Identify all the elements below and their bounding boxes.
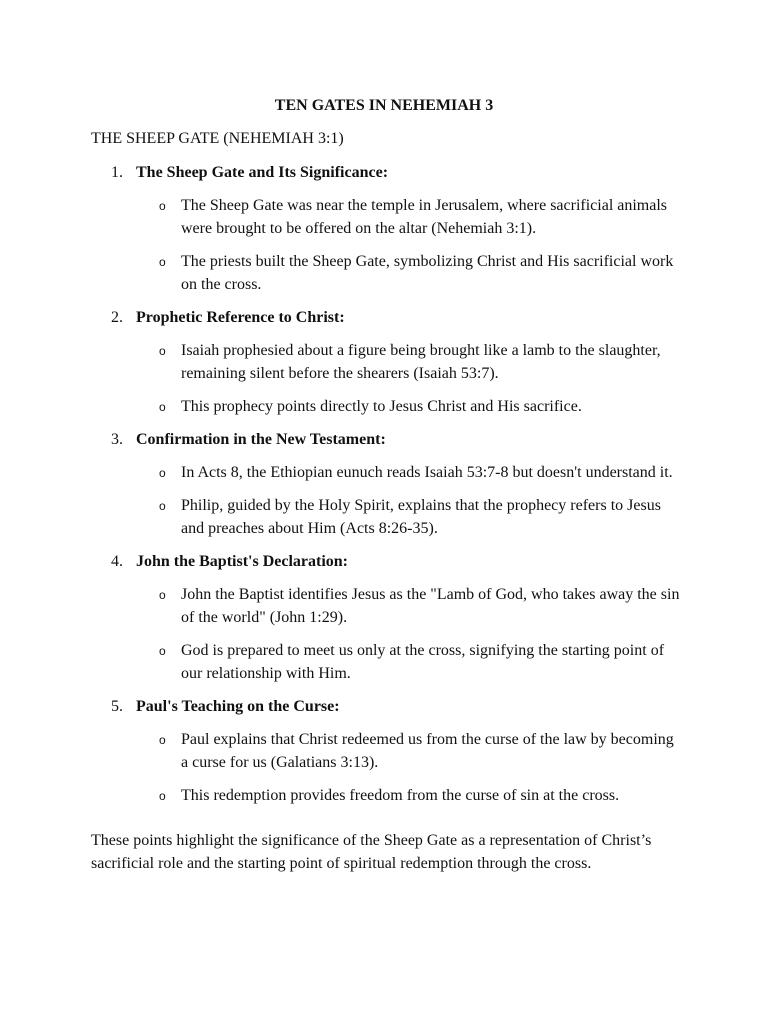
bullet-item bbox=[0, 461, 768, 484]
list-item bbox=[0, 550, 768, 685]
bullet-text: The Sheep Gate was near the temple in Jerusalem, where sacrificial animals were brought to be offered on the altar (Nehemiah 3:1). bbox=[181, 197, 668, 237]
bullet-list bbox=[0, 461, 768, 540]
bullet-text: Paul explains that Christ redeemed us from the curse of the law by becoming a curse for us (Galatians 3:13). bbox=[181, 731, 674, 771]
bullet-list bbox=[0, 728, 768, 807]
bullet-item bbox=[0, 250, 768, 296]
list-item bbox=[0, 161, 768, 296]
item-number: 2. bbox=[111, 309, 123, 326]
item-heading: The Sheep Gate and Its Significance: bbox=[136, 164, 389, 181]
bullet-text: In Acts 8, the Ethiopian eunuch reads Isaiah 53:7-8 but doesn't understand it. bbox=[181, 464, 673, 481]
item-heading: Confirmation in the New Testament: bbox=[136, 431, 386, 448]
bullet-item bbox=[0, 639, 768, 685]
bullet-text: This redemption provides freedom from the curse of sin at the cross. bbox=[181, 787, 620, 804]
bullet-list bbox=[0, 339, 768, 418]
bullet-item bbox=[0, 339, 768, 385]
list-item bbox=[0, 306, 768, 418]
item-number: 4. bbox=[111, 553, 123, 570]
bullet-item bbox=[0, 194, 768, 240]
section-heading: THE SHEEP GATE (NEHEMIAH 3:1) bbox=[91, 130, 344, 147]
bullet-item bbox=[0, 583, 768, 629]
numbered-list bbox=[0, 161, 768, 817]
bullet-list bbox=[0, 194, 768, 296]
item-number: 5. bbox=[111, 698, 123, 715]
bullet-marker: o bbox=[159, 588, 166, 602]
bullet-marker: o bbox=[159, 199, 166, 213]
bullet-item bbox=[0, 784, 768, 807]
bullet-text: The priests built the Sheep Gate, symbolizing Christ and His sacrificial work on the cross. bbox=[181, 253, 674, 293]
bullet-marker: o bbox=[159, 789, 166, 803]
bullet-item bbox=[0, 728, 768, 774]
item-heading: Paul's Teaching on the Curse: bbox=[136, 698, 340, 715]
list-item bbox=[0, 695, 768, 807]
bullet-marker: o bbox=[159, 344, 166, 358]
conclusion-paragraph: These points highlight the significance of the Sheep Gate as a representation of Christ’s sacrificial role and the starting point of spiritual redemption through the cross. bbox=[91, 832, 652, 872]
item-heading: John the Baptist's Declaration: bbox=[136, 553, 348, 570]
bullet-text: John the Baptist identifies Jesus as the "Lamb of God, who takes away the sin of the world" (John 1:29). bbox=[181, 586, 680, 626]
item-number: 3. bbox=[111, 431, 123, 448]
item-heading: Prophetic Reference to Christ: bbox=[136, 309, 345, 326]
bullet-text: Philip, guided by the Holy Spirit, explains that the prophecy refers to Jesus and preaches about Him (Acts 8:26-35). bbox=[181, 497, 661, 537]
bullet-marker: o bbox=[159, 733, 166, 747]
bullet-marker: o bbox=[159, 400, 166, 414]
item-number: 1. bbox=[111, 164, 123, 181]
bullet-marker: o bbox=[159, 255, 166, 269]
bullet-text: This prophecy points directly to Jesus Christ and His sacrifice. bbox=[181, 398, 582, 415]
bullet-marker: o bbox=[159, 499, 166, 513]
list-item bbox=[0, 428, 768, 540]
document-title: TEN GATES IN NEHEMIAH 3 bbox=[274, 97, 494, 114]
bullet-marker: o bbox=[159, 644, 166, 658]
bullet-marker: o bbox=[159, 466, 166, 480]
bullet-text: Isaiah prophesied about a figure being brought like a lamb to the slaughter, remaining silent before the shearers (Isaiah 53:7). bbox=[181, 342, 661, 382]
bullet-item bbox=[0, 395, 768, 418]
bullet-item bbox=[0, 494, 768, 540]
bullet-text: God is prepared to meet us only at the cross, signifying the starting point of our relationship with Him. bbox=[181, 642, 665, 682]
bullet-list bbox=[0, 583, 768, 685]
